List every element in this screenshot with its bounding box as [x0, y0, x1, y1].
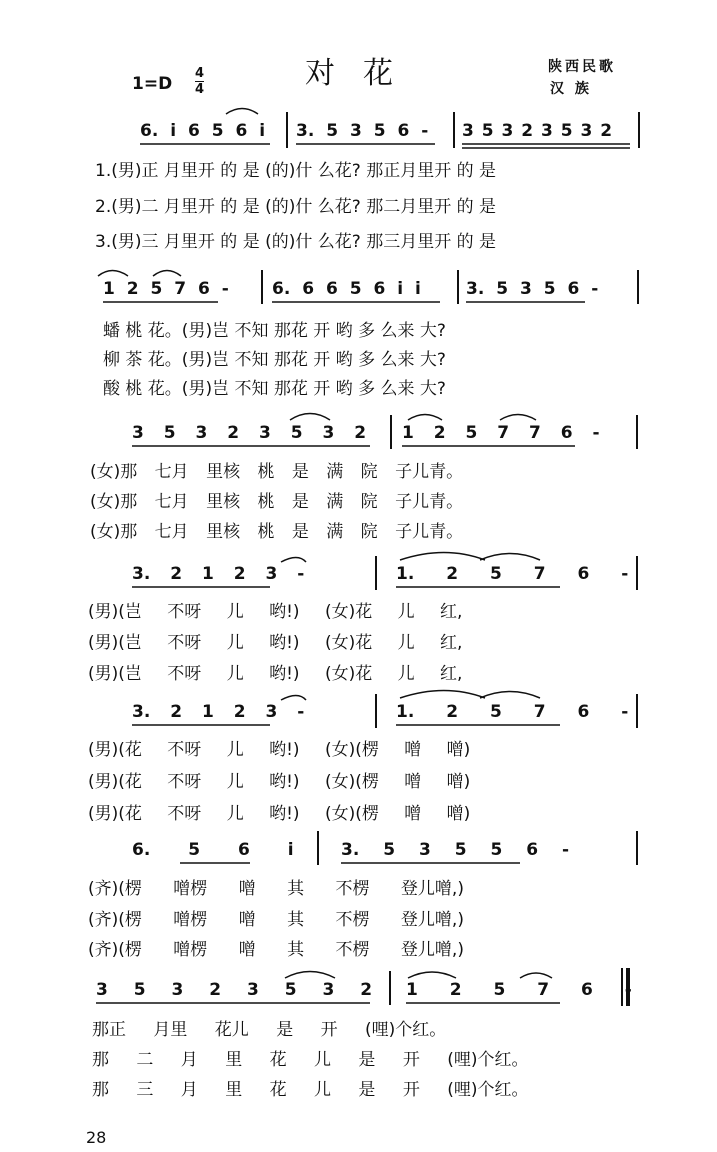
lyric-line: 3.(男)三 月里开 的 是 (的)什 么花? 那三月里开 的 是	[95, 232, 497, 252]
lyric-line: 柳 茶 花。(男)岂 不知 那花 开 哟 多 么来 大?	[103, 350, 446, 370]
song-title: 对花	[305, 56, 421, 91]
lyric-line: 那正 月里 花儿 是 开 (哩)个红。	[92, 1020, 447, 1040]
slur	[281, 696, 306, 701]
measure: 1 2 5 7 7 6 -	[402, 423, 600, 443]
lyric-line: (男)(花 不呀 儿 哟!) (女)(楞 噌 噌)	[88, 772, 471, 792]
slur	[153, 271, 181, 277]
slur	[400, 553, 485, 561]
slur	[290, 414, 330, 421]
lyric-line: (齐)(楞 噌楞 噌 其 不楞 登儿噌,)	[88, 940, 464, 960]
slur	[520, 973, 552, 978]
lyric-line: (男)(岂 不呀 儿 哟!) (女)花 儿 红,	[88, 664, 463, 684]
slur	[408, 415, 442, 421]
lyric-line: 酸 桃 花。(男)岂 不知 那花 开 哟 多 么来 大?	[103, 379, 446, 399]
lyric-line: (男)(花 不呀 儿 哟!) (女)(楞 噌 噌)	[88, 804, 471, 824]
time-signature-bottom: 4	[195, 82, 205, 97]
lyric-line: (男)(花 不呀 儿 哟!) (女)(楞 噌 噌)	[88, 740, 471, 760]
slur	[500, 415, 536, 421]
slur	[285, 972, 335, 979]
slur	[226, 109, 258, 115]
lyric-line: (女)那 七月 里核 桃 是 满 院 子儿青。	[90, 462, 464, 482]
source-region: 陕西民歌	[548, 59, 616, 75]
measure: 3. 5 3 5 6 -	[296, 121, 429, 141]
lyric-line: (齐)(楞 噌楞 噌 其 不楞 登儿噌,)	[88, 879, 464, 899]
lyric-line: (男)(岂 不呀 儿 哟!) (女)花 儿 红,	[88, 633, 463, 653]
lyric-line: 那 三 月 里 花 儿 是 开 (哩)个红。	[92, 1080, 529, 1100]
measure: 1. 2 5 7 6 -	[396, 702, 629, 722]
slur	[400, 691, 485, 699]
measure: 3. 5 3 5 6 -	[466, 279, 599, 299]
measure: 3. 2 1 2 3 -	[132, 702, 305, 722]
measure: 3 5 3 2 3 5 3 2	[462, 121, 613, 141]
slur	[480, 692, 540, 699]
slur	[281, 558, 306, 563]
lyric-line: (男)(岂 不呀 儿 哟!) (女)花 儿 红,	[88, 602, 463, 622]
lyric-line: (齐)(楞 噌楞 噌 其 不楞 登儿噌,)	[88, 910, 464, 930]
measure: 3. 5 3 5 5 6 -	[341, 840, 569, 860]
time-signature-top: 4	[195, 66, 205, 81]
source-ethnicity: 汉 族	[550, 81, 592, 97]
measure: 1 2 5 7 6 -	[103, 279, 229, 299]
measure: 6. i 6 5 6 i	[140, 121, 266, 141]
lyric-line: (女)那 七月 里核 桃 是 满 院 子儿青。	[90, 522, 464, 542]
key-signature: 1=D	[132, 74, 173, 94]
measure: 6. 6 6 5 6 i i	[272, 279, 421, 299]
lyric-line: 那 二 月 里 花 儿 是 开 (哩)个红。	[92, 1050, 529, 1070]
lyric-line: 2.(男)二 月里开 的 是 (的)什 么花? 那二月里开 的 是	[95, 197, 497, 217]
lyric-line: (女)那 七月 里核 桃 是 满 院 子儿青。	[90, 492, 464, 512]
slur	[480, 554, 540, 561]
measure: 3 5 3 2 3 5 3 2	[132, 423, 367, 443]
page-number: 28	[86, 1128, 107, 1147]
measure: 1 2 5 7 6 -	[406, 980, 632, 1000]
slur	[408, 972, 456, 978]
measure: 3. 2 1 2 3 -	[132, 564, 305, 584]
slur	[98, 271, 128, 277]
lyric-line: 1.(男)正 月里开 的 是 (的)什 么花? 那正月里开 的 是	[95, 161, 497, 181]
lyric-line: 蟠 桃 花。(男)岂 不知 那花 开 哟 多 么来 大?	[103, 321, 446, 341]
measure: 6. 5 6 i	[132, 840, 294, 860]
measure: 1. 2 5 7 6 -	[396, 564, 629, 584]
measure: 3 5 3 2 3 5 3 2	[96, 980, 373, 1000]
